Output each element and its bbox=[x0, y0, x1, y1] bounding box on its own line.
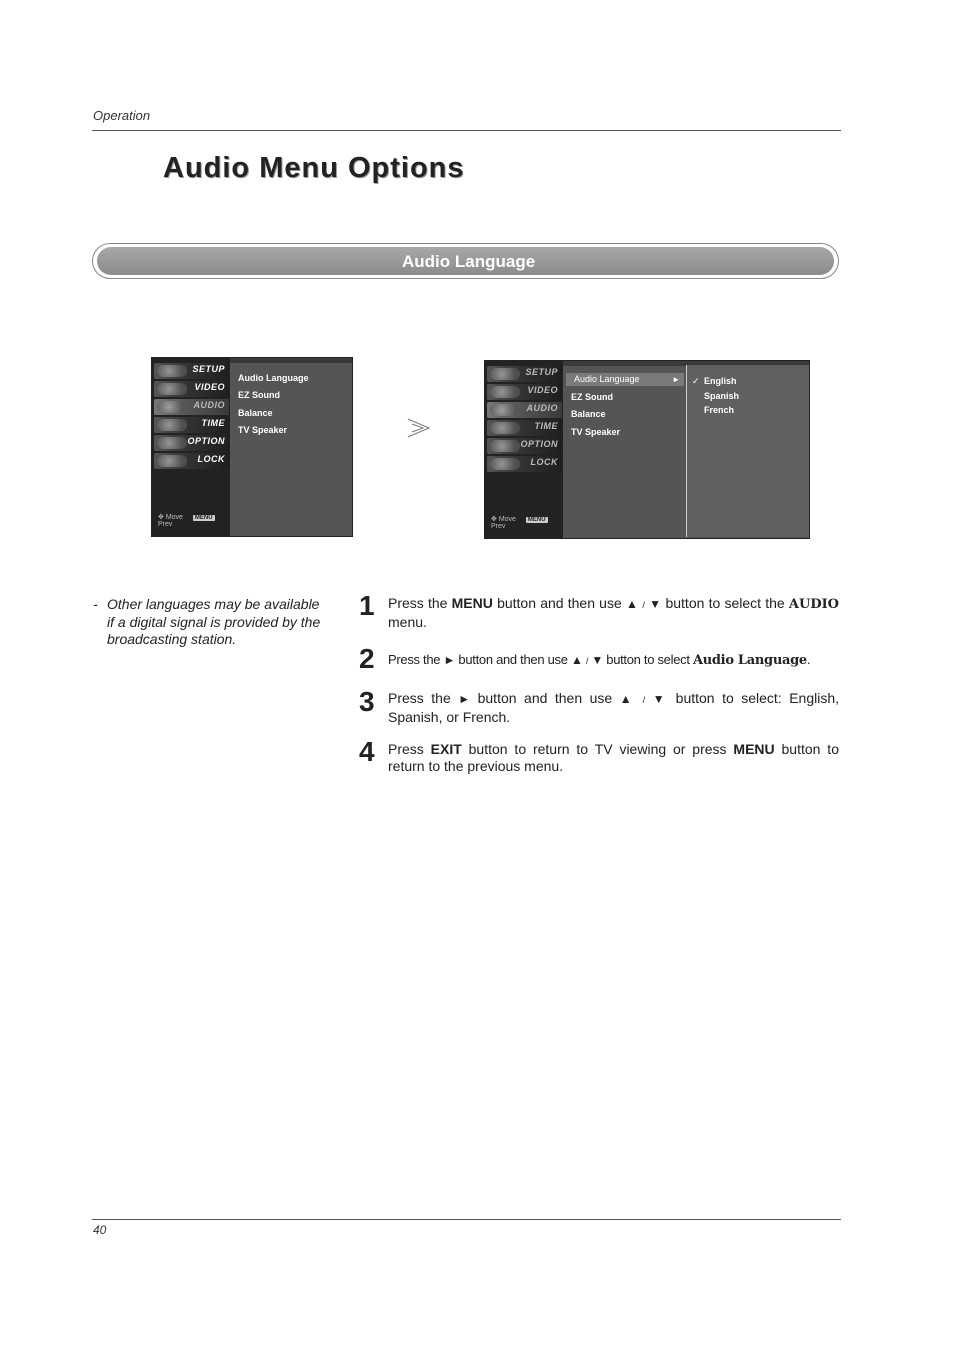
submenu-item-french: French bbox=[704, 405, 735, 415]
up-arrow-icon: ▲ bbox=[570, 653, 583, 667]
step-number-2: 2 bbox=[359, 643, 375, 674]
note-text: Other languages may be available if a digital signal is provided by the broadcasting station. bbox=[107, 596, 321, 647]
category-setup: SETUP bbox=[154, 363, 229, 379]
next-step-arrow-icon bbox=[405, 416, 435, 440]
tv-menu-screen-2 bbox=[484, 360, 810, 539]
audio-icon bbox=[490, 404, 520, 416]
category-time: TIME bbox=[154, 417, 229, 433]
section-bar bbox=[92, 243, 839, 279]
lock-icon bbox=[157, 455, 187, 467]
category-time: TIME bbox=[487, 420, 562, 436]
video-icon bbox=[157, 383, 187, 395]
menu-topline bbox=[230, 358, 352, 363]
time-icon bbox=[490, 422, 520, 434]
running-header: Operation bbox=[93, 108, 151, 123]
category-lock: LOCK bbox=[487, 456, 562, 472]
step-number-1: 1 bbox=[359, 590, 375, 621]
menu-footer: ✥ Move MENU Prev bbox=[491, 516, 546, 530]
menu-item-balance: Balance bbox=[238, 408, 273, 418]
check-icon: ✓ bbox=[692, 376, 700, 386]
step-3-text: Press the ► button and then use ▲ / ▼ button to select: English, Spanish, or French. bbox=[388, 690, 839, 725]
setup-icon bbox=[490, 368, 520, 380]
move-icon: ✥ bbox=[158, 514, 164, 521]
menu-item-ez-sound: EZ Sound bbox=[238, 390, 280, 400]
down-arrow-icon: ▼ bbox=[591, 653, 603, 667]
category-video: VIDEO bbox=[154, 381, 229, 397]
menu-category-panel bbox=[485, 361, 563, 538]
time-icon bbox=[157, 419, 187, 431]
note-bullet: - bbox=[93, 596, 98, 612]
category-lock: LOCK bbox=[154, 453, 229, 469]
menu-footer: ✥ Move MENU Prev bbox=[158, 514, 213, 528]
menu-item-tv-speaker: TV Speaker bbox=[238, 425, 288, 435]
step-number-4: 4 bbox=[359, 736, 375, 767]
submenu-item-spanish: Spanish bbox=[704, 391, 740, 401]
menu-category-panel bbox=[152, 358, 230, 536]
category-video: VIDEO bbox=[487, 384, 562, 400]
move-icon: ✥ bbox=[491, 516, 497, 523]
section-title: Audio Language bbox=[402, 252, 536, 271]
step-2-text: Press the ► button and then use ▲ / ▼ button to select Audio Language. bbox=[388, 652, 811, 668]
step-1-text: Press the MENU button and then use ▲ / ▼ button to select the AUDIO menu. bbox=[388, 595, 839, 630]
category-audio: AUDIO bbox=[487, 402, 562, 418]
category-option: OPTION bbox=[487, 438, 562, 454]
down-arrow-icon: ▼ bbox=[649, 597, 662, 611]
category-option: OPTION bbox=[154, 435, 229, 451]
menu-item-tv-speaker: TV Speaker bbox=[571, 427, 621, 437]
step-4-text: Press EXIT button to return to TV viewing or press MENU button to return to the previous menu. bbox=[388, 741, 839, 774]
page-number: 40 bbox=[93, 1223, 107, 1237]
menu-item-audio-language: Audio Language bbox=[238, 373, 309, 383]
section-bar-fill bbox=[97, 247, 834, 275]
up-arrow-icon: ▲ bbox=[619, 692, 636, 706]
up-arrow-icon: ▲ bbox=[625, 597, 639, 611]
menu-item-ez-sound: EZ Sound bbox=[571, 392, 613, 402]
footer-rule bbox=[92, 1219, 841, 1220]
step-number-3: 3 bbox=[359, 686, 375, 717]
setup-icon bbox=[157, 365, 187, 377]
menu-key-icon: MENU bbox=[527, 517, 546, 523]
header-rule bbox=[92, 130, 841, 131]
menu-item-audio-language-selected: Audio Language ► bbox=[566, 373, 684, 386]
option-icon bbox=[157, 437, 187, 449]
menu-item-balance: Balance bbox=[571, 409, 606, 419]
right-arrow-icon: ► bbox=[672, 375, 680, 384]
category-audio: AUDIO bbox=[154, 399, 229, 415]
submenu-item-english: English bbox=[704, 376, 737, 386]
menu-key-icon: MENU bbox=[194, 515, 213, 521]
audio-icon bbox=[157, 401, 187, 413]
tv-menu-screen-1 bbox=[151, 357, 353, 537]
option-icon bbox=[490, 440, 520, 452]
right-arrow-icon: ► bbox=[458, 692, 471, 706]
language-submenu bbox=[686, 365, 809, 537]
video-icon bbox=[490, 386, 520, 398]
lock-icon bbox=[490, 458, 520, 470]
page-title: Audio Menu Options bbox=[163, 152, 465, 184]
right-arrow-icon: ► bbox=[443, 653, 456, 667]
down-arrow-icon: ▼ bbox=[652, 692, 669, 706]
category-setup: SETUP bbox=[487, 366, 562, 382]
